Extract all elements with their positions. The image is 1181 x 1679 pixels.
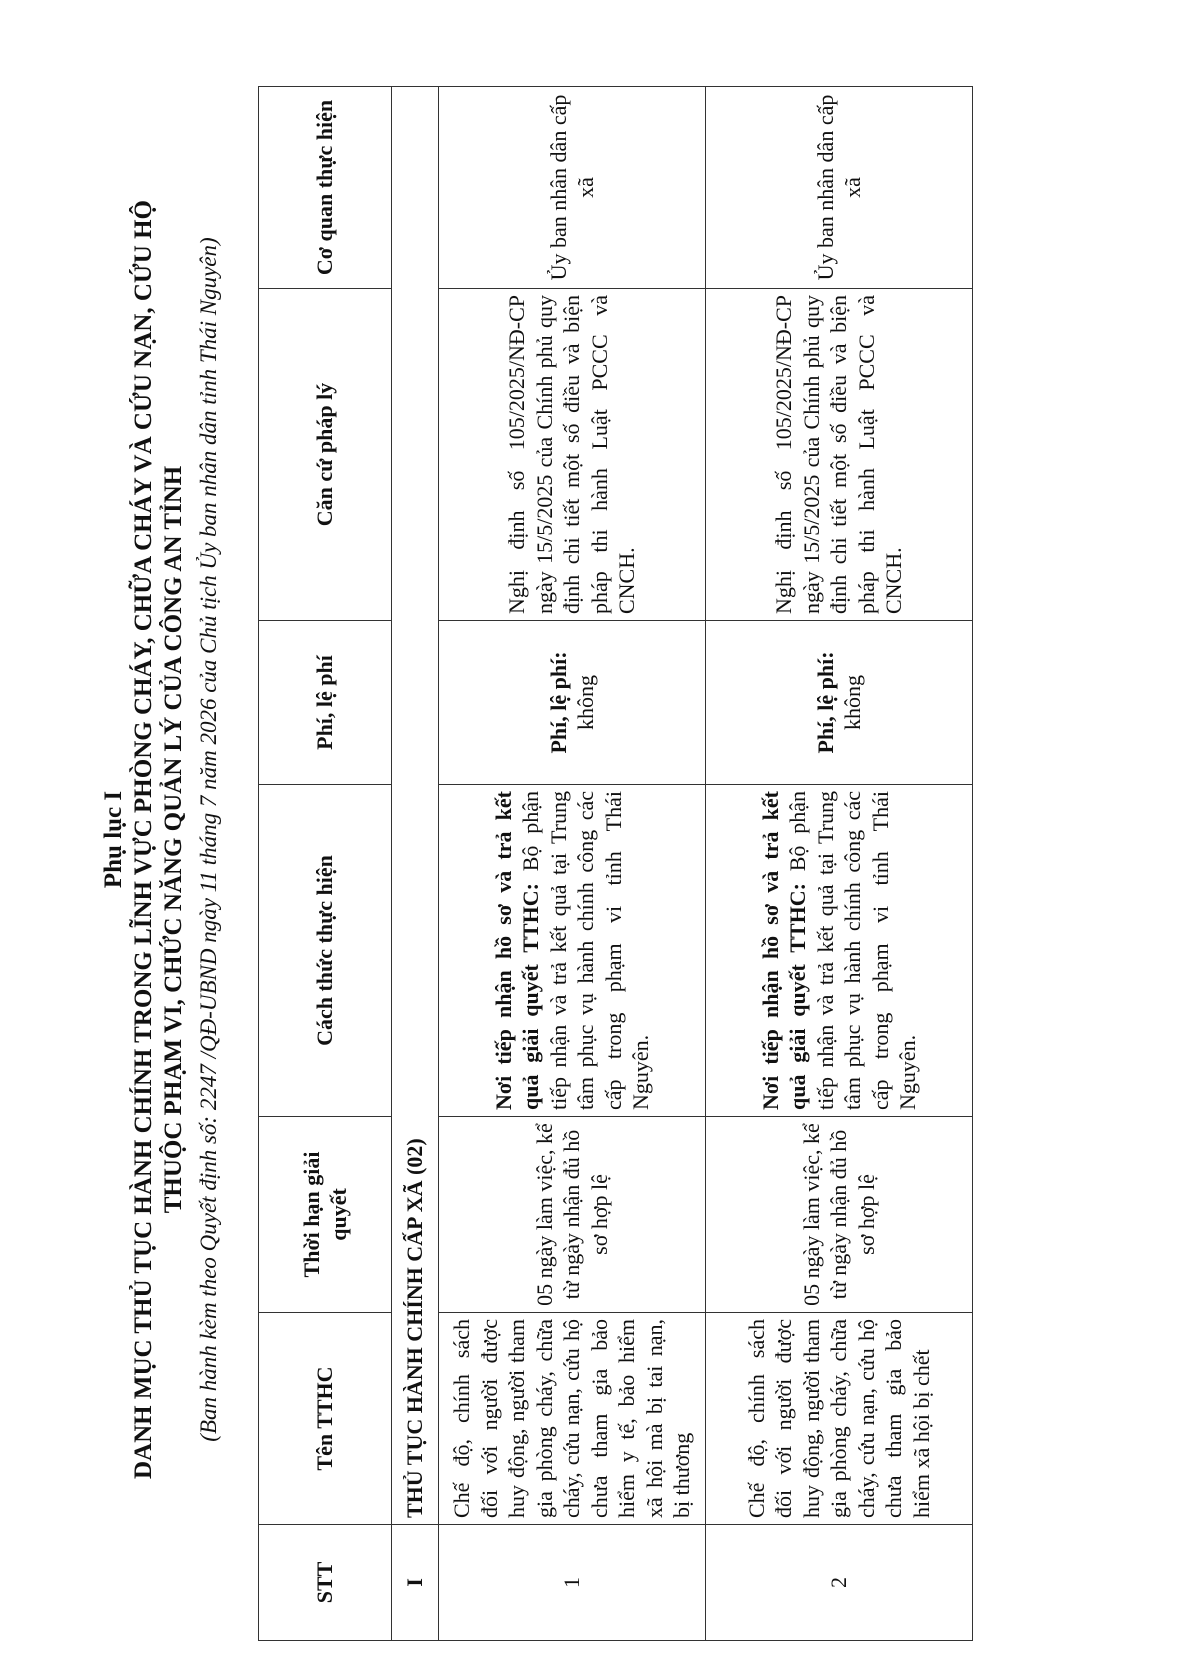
row-fee-text: không <box>840 675 865 730</box>
row-agency: Ủy ban nhân dân cấp xã <box>706 87 973 289</box>
header-method: Cách thức thực hiện <box>259 785 392 1117</box>
header-legal: Căn cứ pháp lý <box>259 289 392 621</box>
row-method <box>439 785 706 1117</box>
row-legal-basis: Nghị định số 105/2025/NĐ-CP ngày 15/5/2025 của Chính phủ quy định chi tiết một số điều và biện pháp thi hành Luật PCCC và CNCH. <box>706 289 973 621</box>
section-row <box>392 87 439 1641</box>
header-name: Tên TTHC <box>259 1313 392 1525</box>
table-row <box>706 87 973 1641</box>
section-label: THỦ TỤC HÀNH CHÍNH CẤP XÃ (02) <box>392 87 439 1525</box>
row-fee-label: Phí, lệ phí: <box>812 651 838 754</box>
header-deadline: Thời hạn giải quyết <box>259 1117 392 1313</box>
header-fee: Phí, lệ phí <box>259 621 392 785</box>
section-number: I <box>392 1525 439 1641</box>
row-method-text: Bộ phận tiếp nhận và trả kết quả tại Trung tâm phục vụ hành chính công các cấp trong phạm vi tỉnh Thái Nguyên. <box>518 791 653 1110</box>
row-deadline: 05 ngày làm việc, kể từ ngày nhận đủ hồ sơ hợp lệ <box>706 1117 973 1313</box>
header-agency: Cơ quan thực hiện <box>259 87 392 289</box>
procedures-table <box>258 86 973 1641</box>
row-procedure-name: Chế độ, chính sách đối với người được huy động, người tham gia phòng cháy, chữa cháy, cứu nạn, cứu hộ chưa tham gia bảo hiểm xã hội bị chết <box>706 1313 973 1525</box>
appendix-title: Phụ lục I <box>100 790 127 889</box>
document-title-line-1: DANH MỤC THỦ TỤC HÀNH CHÍNH TRONG LĨNH VỰC PHÒNG CHÁY, CHỮA CHÁY VÀ CỨU NẠN, CỨU HỘ <box>130 200 157 1479</box>
row-fee-label: Phí, lệ phí: <box>545 651 571 754</box>
table-row <box>439 87 706 1641</box>
row-deadline: 05 ngày làm việc, kể từ ngày nhận đủ hồ sơ hợp lệ <box>439 1117 706 1313</box>
row-procedure-name: Chế độ, chính sách đối với người được huy động, người tham gia phòng cháy, chữa cháy, cứu nạn, cứu hộ chưa tham gia bảo hiểm y tế, bảo hiểm xã hội mà bị tai nạn, bị thương <box>439 1313 706 1525</box>
document-title-line-2: THUỘC PHẠM VI, CHỨC NĂNG QUẢN LÝ CỦA CÔNG AN TỈNH <box>160 465 187 1214</box>
document-subtitle: (Ban hành kèm theo Quyết định số: 2247 /QĐ-UBND ngày 11 tháng 7 năm 2026 của Chủ tịch Ủy ban nhân dân tỉnh Thái Nguyên) <box>196 237 221 1442</box>
row-agency: Ủy ban nhân dân cấp xã <box>439 87 706 289</box>
row-method-label: Nơi tiếp nhận hồ sơ và trả kết quả giải quyết TTHC: <box>490 791 543 1110</box>
row-method-text: Bộ phận tiếp nhận và trả kết quả tại Trung tâm phục vụ hành chính công các cấp trong phạm vi tỉnh Thái Nguyên. <box>785 791 920 1110</box>
row-fee <box>439 621 706 785</box>
row-method <box>706 785 973 1117</box>
row-method-label: Nơi tiếp nhận hồ sơ và trả kết quả giải quyết TTHC: <box>757 791 810 1110</box>
table-header-row <box>259 87 392 1641</box>
row-legal-basis: Nghị định số 105/2025/NĐ-CP ngày 15/5/2025 của Chính phủ quy định chi tiết một số điều và biện pháp thi hành Luật PCCC và CNCH. <box>439 289 706 621</box>
row-stt: 2 <box>706 1525 973 1641</box>
header-stt: STT <box>259 1525 392 1641</box>
row-fee <box>706 621 973 785</box>
row-stt: 1 <box>439 1525 706 1641</box>
row-fee-text: không <box>573 675 598 730</box>
